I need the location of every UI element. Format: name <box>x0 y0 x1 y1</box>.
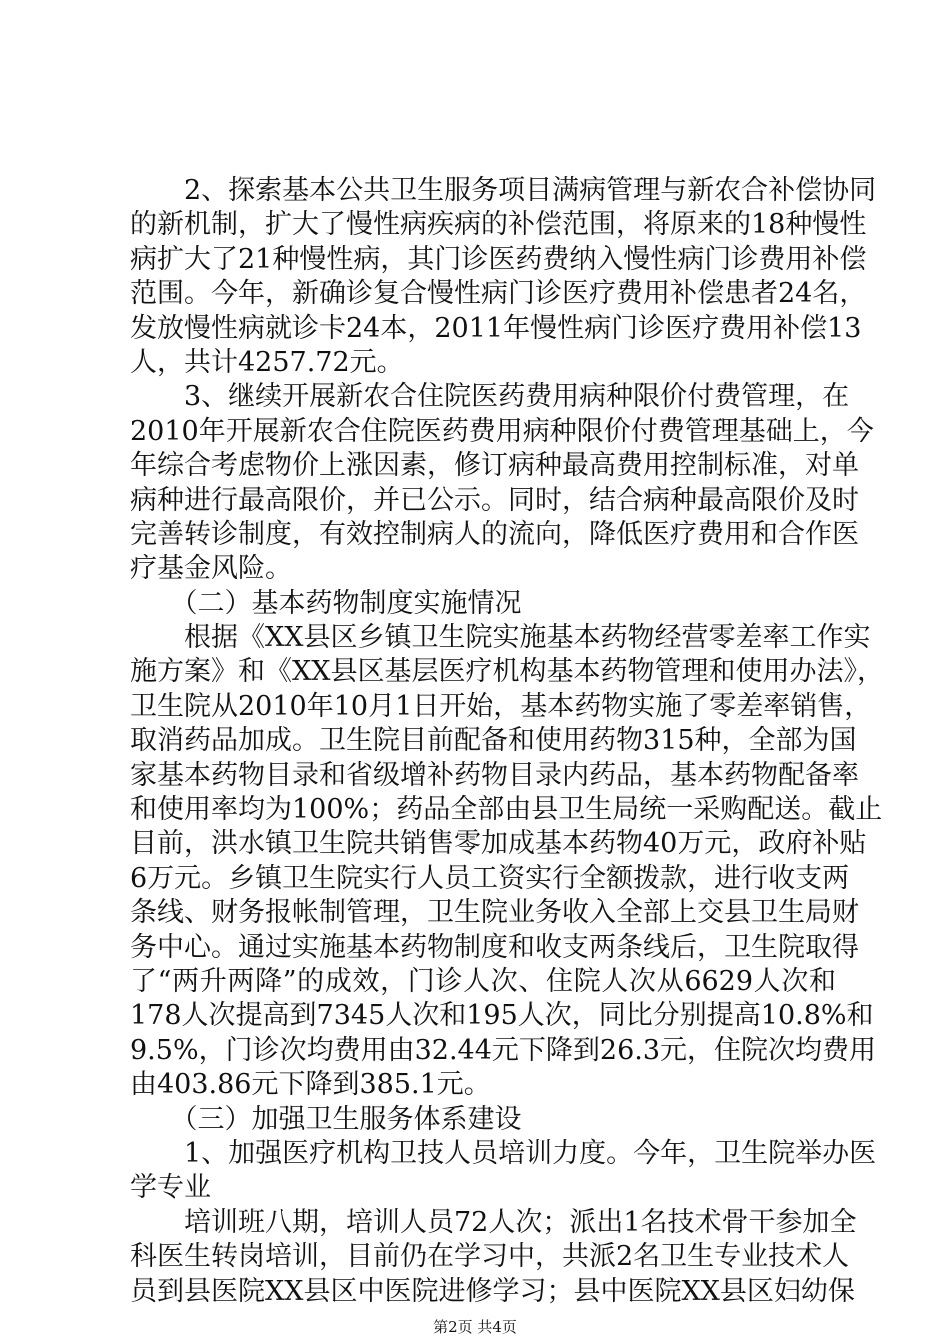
text-line: 家基本药物目录和省级增补药物目录内药品，基本药物配备率 <box>130 759 859 791</box>
text-line: 2010年开展新农合住院医药费用病种限价付费管理基础上，今 <box>130 415 874 447</box>
text-line: 年综合考虑物价上涨因素，修订病种最高费用控制标准，对单 <box>130 450 859 482</box>
document-body <box>130 174 884 1309</box>
text-line: 务中心。通过实施基本药物制度和收支两条线后，卫生院取得 <box>130 931 859 963</box>
text-line: 和使用率均为100%；药品全部由县卫生局统一采购配送。截止 <box>130 794 883 826</box>
paragraph <box>130 1206 857 1309</box>
text-line: 的新机制，扩大了慢性病疾病的补偿范围，将原来的18种慢性 <box>130 209 867 241</box>
text-line: 2、探索基本公共卫生服务项目满病管理与新农合补偿协同 <box>130 175 877 206</box>
text-line: （三）加强卫生服务体系建设 <box>130 1103 522 1135</box>
text-line: 科医生转岗培训，目前仍在学习中，共派2名卫生专业技术人 <box>130 1241 850 1273</box>
page-footer: 第2页 共4页 <box>433 1318 517 1336</box>
paragraph <box>130 1103 836 1137</box>
paragraph <box>130 1137 877 1206</box>
text-line: 发放慢性病就诊卡24本，2011年慢性病门诊医疗费用补偿13 <box>130 312 862 344</box>
text-line: 6万元。乡镇卫生院实行人员工资实行全额拨款，进行收支两 <box>130 862 850 894</box>
paragraph <box>130 174 877 380</box>
text-line: 卫生院从2010年10月1日开始，基本药物实施了零差率销售， <box>130 690 872 722</box>
text-line: 9.5%，门诊次均费用由32.44元下降到26.3元，住院次均费用 <box>130 1034 877 1066</box>
text-line: 范围。今年，新确诊复合慢性病门诊医疗费用补偿患者24名， <box>130 278 867 310</box>
text-line: 3、继续开展新农合住院医药费用病种限价付费管理，在 <box>130 381 850 413</box>
text-line: 由403.86元下降到385.1元。 <box>130 1069 491 1101</box>
text-line: 根据《XX县区乡镇卫生院实施基本药物经营零差率工作实 <box>130 622 871 654</box>
text-line: 培训班八期，培训人员72人次；派出1名技术骨干参加全 <box>130 1206 857 1238</box>
paragraph <box>130 587 836 621</box>
text-line: 施方案》和《XX县区基层医疗机构基本药物管理和使用办法》， <box>130 656 884 688</box>
text-line: 员到县医院XX县区中医院进修学习；县中医院XX县区妇幼保 <box>130 1275 855 1307</box>
text-line: 病扩大了21种慢性病，其门诊医药费纳入慢性病门诊费用补偿 <box>130 243 867 275</box>
text-line: 取消药品加成。卫生院目前配备和使用药物315种，全部为国 <box>130 725 857 757</box>
text-line: 1、加强医疗机构卫技人员培训力度。今年，卫生院举办医 <box>130 1137 877 1169</box>
text-line: 学专业 <box>130 1172 211 1204</box>
text-line: 了“两升两降”的成效，门诊人次、住院人次从6629人次和 <box>130 965 836 997</box>
paragraph <box>130 380 874 586</box>
text-line: 人，共计4257.72元。 <box>130 346 404 378</box>
text-line: （二）基本药物制度实施情况 <box>130 587 522 619</box>
paragraph <box>130 621 884 1102</box>
text-line: 目前，洪水镇卫生院共销售零加成基本药物40万元，政府补贴 <box>130 828 867 860</box>
text-line: 178人次提高到7345人次和195人次，同比分别提高10.8%和 <box>130 1000 874 1032</box>
text-line: 条线、财务报帐制管理，卫生院业务收入全部上交县卫生局财 <box>130 897 859 929</box>
text-line: 病种进行最高限价，并已公示。同时，结合病种最高限价及时 <box>130 484 859 516</box>
text-line: 疗基金风险。 <box>130 553 292 585</box>
text-line: 完善转诊制度，有效控制病人的流向，降低医疗费用和合作医 <box>130 518 859 550</box>
